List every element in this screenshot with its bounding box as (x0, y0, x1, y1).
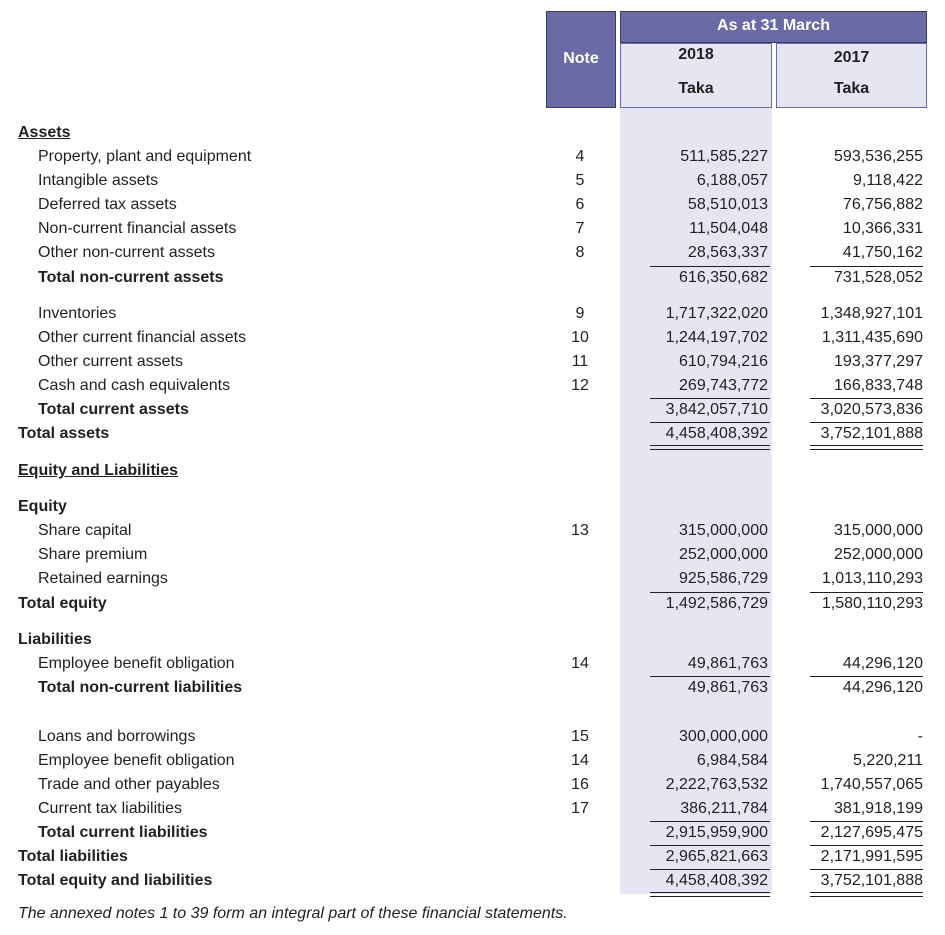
row-label: Total non-current liabilities (38, 679, 243, 696)
row-value-2018: 511,585,227 (680, 148, 768, 165)
period-header-label: As at 31 March (717, 17, 830, 34)
total-row (0, 398, 945, 422)
table-row (0, 350, 945, 374)
row-value-2018: 2,915,959,900 (665, 824, 768, 841)
equity-heading-row (0, 495, 945, 519)
table-row (0, 543, 945, 567)
row-value-2018: 28,563,337 (687, 244, 768, 261)
row-note: 15 (571, 728, 589, 745)
row-value-2018: 6,984,584 (696, 752, 768, 769)
row-note: 12 (571, 377, 589, 394)
total-row (0, 845, 945, 869)
row-label: Loans and borrowings (38, 728, 196, 745)
row-value-2017: 44,296,120 (842, 655, 923, 672)
row-value-2017: 5,220,211 (853, 752, 923, 769)
row-value-2017: 1,348,927,101 (820, 305, 923, 322)
year-2017-label: 2017 (833, 49, 870, 66)
row-value-2017: 2,171,991,595 (820, 848, 923, 865)
row-value-2018: 11,504,048 (689, 220, 768, 237)
total-row (0, 266, 945, 290)
row-value-2017: 193,377,297 (834, 353, 923, 370)
total-row (0, 821, 945, 845)
row-value-2018: 1,492,586,729 (665, 595, 768, 612)
table-row (0, 193, 945, 217)
table-row (0, 302, 945, 326)
row-note: 13 (571, 522, 589, 539)
row-value-2017: 2,127,695,475 (820, 824, 923, 841)
row-value-2017: 731,528,052 (834, 269, 923, 286)
currency-2018-label: Taka (678, 80, 714, 97)
row-value-2017: - (917, 728, 923, 745)
row-value-2017: 3,752,101,888 (820, 425, 923, 442)
row-value-2017: 44,296,120 (842, 679, 923, 696)
row-label: Other current assets (38, 353, 183, 370)
row-label: Trade and other payables (38, 776, 220, 793)
table-row (0, 217, 945, 241)
table-row (0, 169, 945, 193)
row-label: Total liabilities (18, 848, 128, 865)
currency-2017-label: Taka (833, 80, 870, 97)
table-row (0, 145, 945, 169)
row-value-2018: 2,222,763,532 (665, 776, 768, 793)
footer-note: The annexed notes 1 to 39 form an integral part of these financial statements. (18, 905, 568, 922)
year-2018-label: 2018 (678, 46, 714, 63)
row-note: 8 (575, 244, 585, 261)
row-label: Intangible assets (38, 172, 159, 189)
note-header-label: Note (563, 50, 599, 67)
row-note: 14 (571, 655, 589, 672)
row-value-2018: 6,188,057 (696, 172, 768, 189)
equity-heading: Equity (18, 498, 67, 515)
row-label: Employee benefit obligation (38, 752, 235, 769)
row-value-2018: 616,350,682 (679, 269, 768, 286)
total-row (0, 676, 945, 700)
table-row (0, 374, 945, 398)
row-label: Total equity (18, 595, 107, 612)
table-row (0, 652, 945, 676)
row-label: Employee benefit obligation (38, 655, 235, 672)
table-row (0, 519, 945, 543)
table-row (0, 241, 945, 265)
row-value-2018: 386,211,784 (680, 800, 768, 817)
row-value-2017: 3,752,101,888 (820, 872, 923, 889)
row-value-2018: 49,861,763 (687, 679, 768, 696)
total-row (0, 869, 945, 893)
row-note: 4 (575, 148, 585, 165)
row-value-2018: 300,000,000 (679, 728, 768, 745)
row-label: Total assets (18, 425, 110, 442)
row-note: 16 (571, 776, 589, 793)
equity-liabilities-heading-row (0, 459, 945, 483)
row-value-2017: 166,833,748 (834, 377, 923, 394)
table-row (0, 326, 945, 350)
row-note: 10 (571, 329, 589, 346)
row-label: Non-current financial assets (38, 220, 237, 237)
row-note: 5 (575, 172, 585, 189)
liabilities-heading-row (0, 628, 945, 652)
row-value-2017: 1,311,435,690 (821, 329, 923, 346)
row-value-2017: 76,756,882 (842, 196, 923, 213)
assets-heading: Assets (18, 124, 71, 141)
row-label: Total equity and liabilities (18, 872, 213, 889)
row-label: Total non-current assets (38, 269, 224, 286)
row-label: Cash and cash equivalents (38, 377, 231, 394)
row-value-2017: 252,000,000 (834, 546, 923, 563)
row-value-2017: 3,020,573,836 (820, 401, 923, 418)
liabilities-heading: Liabilities (18, 631, 92, 648)
row-label: Share premium (38, 546, 148, 563)
table-row (0, 725, 945, 749)
row-value-2018: 1,717,322,020 (665, 305, 768, 322)
row-label: Retained earnings (38, 570, 168, 587)
row-value-2018: 2,965,821,663 (665, 848, 768, 865)
row-label: Property, plant and equipment (38, 148, 252, 165)
table-row (0, 567, 945, 591)
total-row (0, 422, 945, 446)
row-value-2017: 10,366,331 (842, 220, 923, 237)
row-value-2018: 610,794,216 (679, 353, 768, 370)
row-value-2017: 315,000,000 (834, 522, 923, 539)
table-row (0, 797, 945, 821)
table-row (0, 749, 945, 773)
row-value-2017: 381,918,199 (834, 800, 923, 817)
row-value-2018: 315,000,000 (679, 522, 768, 539)
row-value-2018: 3,842,057,710 (665, 401, 768, 418)
row-label: Deferred tax assets (38, 196, 177, 213)
row-note: 11 (571, 353, 589, 370)
row-value-2017: 9,118,422 (853, 172, 923, 189)
row-label: Share capital (38, 522, 132, 539)
row-value-2017: 1,580,110,293 (821, 595, 923, 612)
row-value-2018: 4,458,408,392 (665, 425, 768, 442)
row-value-2017: 1,013,110,293 (821, 570, 923, 587)
row-value-2017: 1,740,557,065 (820, 776, 923, 793)
row-value-2018: 252,000,000 (679, 546, 768, 563)
row-label: Total current assets (38, 401, 189, 418)
row-value-2018: 49,861,763 (687, 655, 768, 672)
row-note: 14 (571, 752, 589, 769)
row-value-2018: 269,743,772 (679, 377, 768, 394)
row-value-2018: 925,586,729 (679, 570, 768, 587)
assets-heading-row (0, 121, 945, 145)
equity-liabilities-heading: Equity and Liabilities (18, 462, 179, 479)
row-value-2018: 1,244,197,702 (665, 329, 768, 346)
row-label: Total current liabilities (38, 824, 208, 841)
row-value-2017: 41,750,162 (842, 244, 923, 261)
row-label: Inventories (38, 305, 117, 322)
row-label: Other current financial assets (38, 329, 247, 346)
row-note: 7 (575, 220, 585, 237)
row-value-2017: 593,536,255 (834, 148, 923, 165)
row-note: 17 (571, 800, 589, 817)
row-value-2018: 58,510,013 (687, 196, 768, 213)
row-label: Current tax liabilities (38, 800, 183, 817)
row-note: 9 (575, 305, 585, 322)
row-label: Other non-current assets (38, 244, 215, 261)
row-note: 6 (575, 196, 585, 213)
table-row (0, 773, 945, 797)
total-row (0, 592, 945, 616)
row-value-2018: 4,458,408,392 (665, 872, 768, 889)
